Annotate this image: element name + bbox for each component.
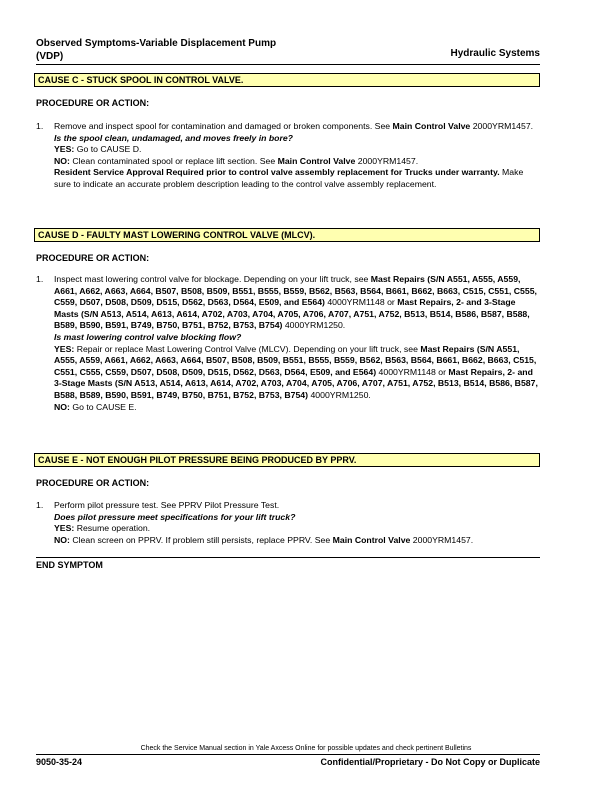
no-text: Go to CAUSE E. (69, 401, 137, 412)
yes-label: YES: (54, 523, 75, 534)
step-number: 1. (36, 121, 44, 131)
warranty-warning-text: Make sure to indicate an accurate problem description leading to the control valve assembly replacement. (54, 167, 524, 189)
yes-label: YES: (54, 343, 75, 354)
yes-text: Go to CAUSE D. (74, 144, 142, 155)
check-question: Is the spool clean, undamaged, and moves freely in bore? (54, 132, 293, 143)
cause-c-step-1 (36, 121, 540, 191)
check-question: Is mast lowering control valve blocking flow? (54, 331, 242, 342)
page-number: 9050-35-24 (36, 757, 83, 767)
confidential-notice: Confidential/Proprietary - Do Not Copy or Duplicate (320, 757, 540, 767)
header-divider (36, 64, 540, 65)
cause-c-heading: CAUSE C - STUCK SPOOL IN CONTROL VALVE. (34, 73, 540, 87)
reference-code: 4000YRM1250. (308, 389, 371, 400)
step-text: Remove and inspect spool for contamination and damaged or broken components. See (54, 121, 393, 131)
end-divider (36, 557, 540, 558)
cause-d-heading: CAUSE D - FAULTY MAST LOWERING CONTROL VALVE (MLCV). (34, 228, 540, 242)
document-title-line1: Observed Symptoms-Variable Displacement Pump (36, 38, 277, 49)
reference-code: 4000YRM1148 or (324, 297, 398, 308)
warranty-warning: Resident Service Approval Required prior to control valve assembly replacement for Trucks under warranty. (54, 167, 500, 178)
reference-link: Mast Repairs, 2- and 3-Stage Masts (S/N A513, A514, A613, A614, A702, A703, A704, A705, A706, A707, A751, A752, B513, B514, B586, B587, B588, B589, B590, B591, B749, B750, B751, B752, B753, B754) (54, 297, 530, 331)
reference-link: Mast Repairs (S/N A551, A555, A559, A661, A662, A663, A664, B507, B508, B509, B551, B555, B559, B562, B563, B564, B661, B662, B663, C515, C551, C555, C559, D507, D508, D509, D515, D562, D563, D564, E509, and E564) (54, 343, 537, 377)
section-title: Hydraulic Systems (450, 48, 540, 59)
cause-e-procedure-label: PROCEDURE OR ACTION: (36, 478, 150, 488)
no-text: Clean contaminated spool or replace lift section. See (69, 155, 278, 166)
end-symptom: END SYMPTOM (36, 560, 103, 570)
yes-text: Resume operation. (74, 523, 151, 534)
no-text: Clean screen on PPRV. If problem still persists, replace PPRV. See (69, 534, 333, 545)
reference-link: Main Control Valve (392, 121, 471, 131)
document-title (36, 37, 276, 63)
footer-divider (36, 754, 540, 755)
reference-code: 4000YRM1148 or (376, 366, 449, 377)
reference-code: 2000YRM1457. (470, 121, 534, 131)
cause-d-step-1 (36, 274, 540, 413)
step-number: 1. (36, 500, 44, 510)
cause-d-procedure-label: PROCEDURE OR ACTION: (36, 253, 150, 263)
cause-e-heading: CAUSE E - NOT ENOUGH PILOT PRESSURE BEING PRODUCED BY PPRV. (34, 453, 540, 467)
no-label: NO: (54, 401, 70, 412)
reference-code: 2000YRM1457. (410, 534, 474, 545)
step-number: 1. (36, 274, 44, 284)
yes-label: YES: (54, 144, 75, 155)
reference-link: Mast Repairs (S/N A551, A555, A559, A661, A662, A663, A664, B507, B508, B509, B551, B555, B559, B562, B563, B564, B661, B662, B663, C515, C551, C555, C559, D507, D508, D509, D515, D562, D563, D564, E509, and E564) (54, 274, 537, 308)
reference-code: 2000YRM1457. (355, 155, 419, 166)
reference-link: Mast Repairs, 2- and 3-Stage Masts (S/N A513, A514, A613, A614, A702, A703, A704, A705, A706, A707, A751, A752, B513, B514, B586, B587, B588, B589, B590, B591, B749, B750, B751, B752, B753, B754) (54, 366, 538, 400)
footer-note: Check the Service Manual section in Yale Axcess Online for possible updates and check pertinent Bulletins (140, 745, 472, 752)
step-text: Perform pilot pressure test. See PPRV Pilot Pressure Test. (54, 500, 280, 510)
document-title-line2: (VDP) (36, 51, 64, 62)
reference-link: Main Control Valve (332, 534, 411, 545)
reference-code: 4000YRM1250. (282, 320, 346, 331)
check-question: Does pilot pressure meet specifications for your lift truck? (54, 511, 296, 522)
no-label: NO: (54, 155, 70, 166)
cause-e-step-1 (36, 500, 540, 546)
reference-link: Main Control Valve (277, 155, 356, 166)
yes-text: Repair or replace Mast Lowering Control Valve (MLCV). Depending on your lift truck, see (74, 343, 421, 354)
cause-c-procedure-label: PROCEDURE OR ACTION: (36, 98, 150, 108)
no-label: NO: (54, 534, 70, 545)
step-text: Inspect mast lowering control valve for blockage. Depending on your lift truck, see (54, 274, 371, 284)
